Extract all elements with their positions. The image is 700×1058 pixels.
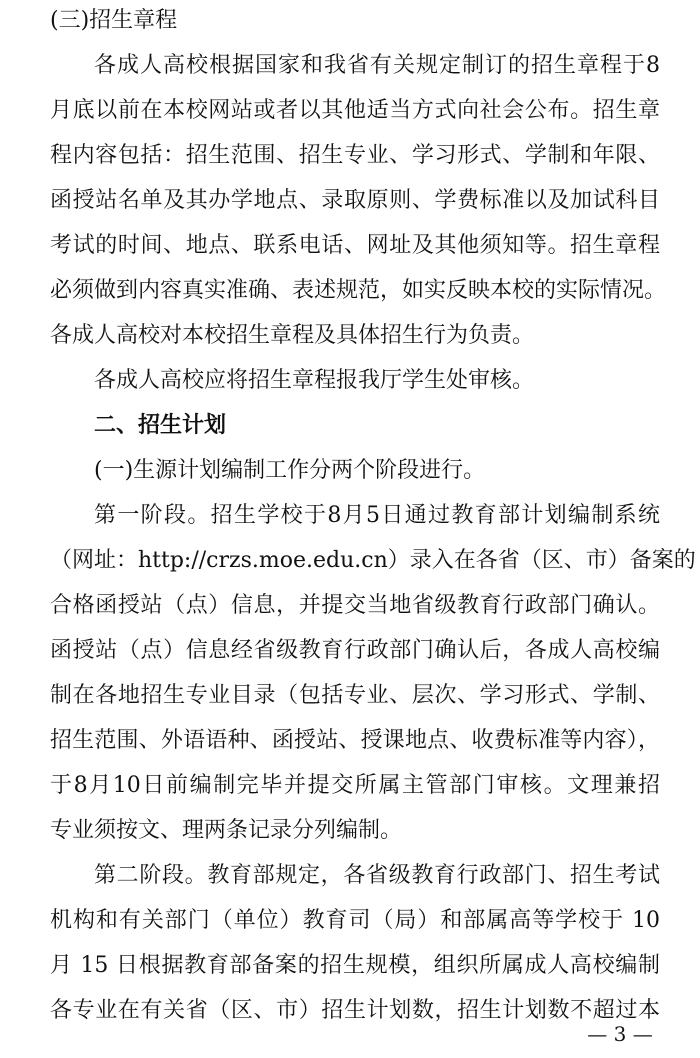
paragraph-line: 月 15 日根据教育部备案的招生规模，组织所属成人高校编制 xyxy=(50,953,660,978)
paragraph-line: 必须做到内容真实准确、表述规范，如实反映本校的实际情况。 xyxy=(50,278,667,303)
paragraph-line: 各成人高校根据国家和我省有关规定制订的招生章程于8 xyxy=(94,53,660,78)
paragraph-line: （网址：http://crzs.moe.edu.cn）录入在各省（区、市）备案的 xyxy=(50,548,696,573)
subsection-heading: (一)生源计划编制工作分两个阶段进行。 xyxy=(94,458,486,483)
paragraph-line: 程内容包括：招生范围、招生专业、学习形式、学制和年限、 xyxy=(50,143,660,168)
paragraph-line: 第二阶段。教育部规定，各省级教育行政部门、招生考试 xyxy=(94,863,660,888)
paragraph-line: 于8月10日前编制完毕并提交所属主管部门审核。文理兼招 xyxy=(50,773,660,798)
paragraph-line: 各成人高校对本校招生章程及具体招生行为负责。 xyxy=(50,323,535,348)
paragraph-line: 专业须按文、理两条记录分列编制。 xyxy=(50,818,403,843)
section-title-charter: (三)招生章程 xyxy=(50,8,178,33)
paragraph-line: 月底以前在本校网站或者以其他适当方式向社会公布。招生章 xyxy=(50,98,660,123)
paragraph-line: 考试的时间、地点、联系电话、网址及其他须知等。招生章程 xyxy=(50,233,660,258)
paragraph-line: 第一阶段。招生学校于8月5日通过教育部计划编制系统 xyxy=(94,503,660,528)
paragraph-line: 函授站名单及其办学地点、录取原则、学费标准以及加试科目 xyxy=(50,188,660,213)
paragraph-line: 合格函授站（点）信息，并提交当地省级教育行政部门确认。 xyxy=(50,593,660,618)
paragraph-line: 机构和有关部门（单位）教育司（局）和部属高等学校于 10 xyxy=(50,908,660,933)
paragraph-line: 招生范围、外语语种、函授站、授课地点、收费标准等内容）， xyxy=(50,728,660,753)
page-number: — 3 — xyxy=(587,1022,653,1046)
paragraph-line: 各成人高校应将招生章程报我厅学生处审核。 xyxy=(94,368,535,393)
paragraph-line: 各专业在有关省（区、市）招生计划数，招生计划数不超过本 xyxy=(50,998,660,1023)
paragraph-line: 函授站（点）信息经省级教育行政部门确认后，各成人高校编 xyxy=(50,638,660,663)
section-heading-enrollment-plan: 二、招生计划 xyxy=(94,413,227,438)
paragraph-line: 制在各地招生专业目录（包括专业、层次、学习形式、学制、 xyxy=(50,683,660,708)
